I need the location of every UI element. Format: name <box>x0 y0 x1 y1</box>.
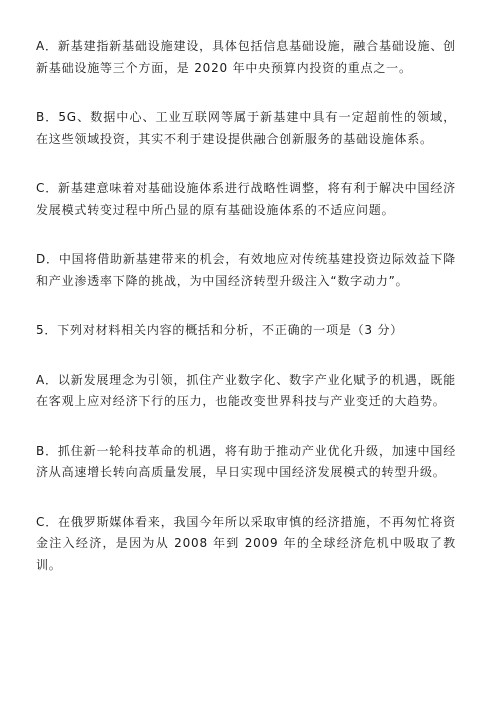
option-a-new-infrastructure: A．新基建指新基础设施建设，具体包括信息基础设施，融合基础设施、创新基础设施等三个方面，是 2020 年中央预算内投资的重点之一。 <box>36 39 456 75</box>
option-b-5g-data-center: B．5G、数据中心、工业互联网等属于新基建中具有一定超前性的领域，在这些领域投资，其实不利于建设提供融合创新服务的基础设施体系。 <box>36 110 456 146</box>
q5-option-c: C．在俄罗斯媒体看来，我国今年所以采取审慎的经济措施，不再匆忙将资金注入经济，是因为从 2008 年到 2009 年的全球经济危机中吸取了教训。 <box>36 514 456 572</box>
q5-option-b: B．抓住新一轮科技革命的机遇，将有助于推动产业优化升级，加速中国经济从高速增长转向高质量发展，早日实现中国经济发展模式的转型升级。 <box>36 443 456 479</box>
question-5-stem: 5．下列对材料相关内容的概括和分析，不正确的一项是（3 分） <box>36 323 404 337</box>
q5-option-a: A．以新发展理念为引领，抓住产业数字化、数字产业化赋予的机遇，既能在客观上应对经济下行的压力，也能改变世界科技与产业变迁的大趋势。 <box>36 372 456 408</box>
option-c-strategic-adjustment: C．新基建意味着对基础设施体系进行战略性调整，将有利于解决中国经济发展模式转变过程中所凸显的原有基础设施体系的不适应问题。 <box>36 181 456 217</box>
option-d-digital-momentum: D．中国将借助新基建带来的机会，有效地应对传统基建投资边际效益下降和产业渗透率下降的挑战，为中国经济转型升级注入“数字动力”。 <box>36 252 456 288</box>
